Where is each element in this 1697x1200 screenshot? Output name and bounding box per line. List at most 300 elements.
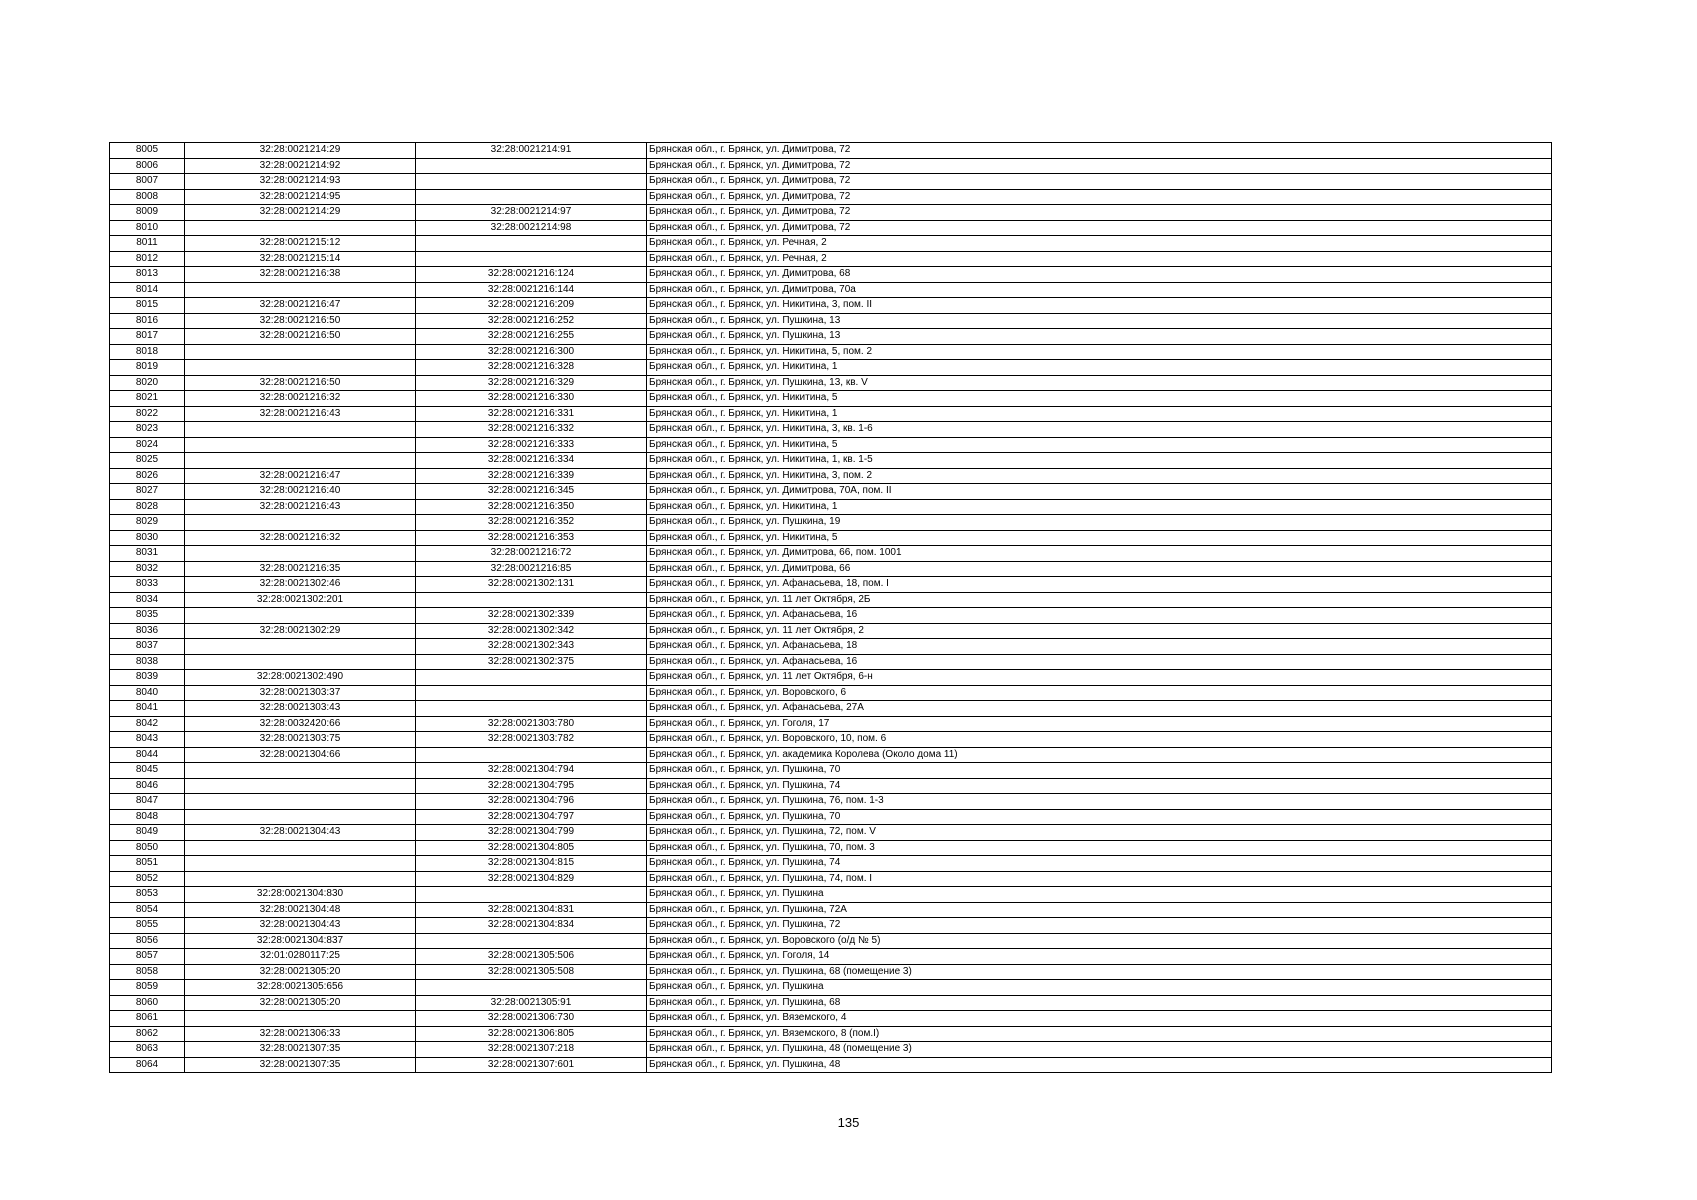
object-cadastral-number-cell (416, 158, 647, 174)
object-cadastral-number-cell: 32:28:0021304:805 (416, 840, 647, 856)
row-number-cell: 8015 (110, 298, 185, 314)
row-number-cell: 8030 (110, 530, 185, 546)
object-cadastral-number-cell: 32:28:0021216:332 (416, 422, 647, 438)
row-number-cell: 8007 (110, 174, 185, 190)
row-number-cell: 8013 (110, 267, 185, 283)
row-number-cell: 8057 (110, 949, 185, 965)
cadastral-number-cell: 32:28:0021214:95 (185, 189, 416, 205)
object-cadastral-number-cell: 32:28:0021214:98 (416, 220, 647, 236)
cadastral-number-cell: 32:28:0021216:32 (185, 530, 416, 546)
row-number-cell: 8051 (110, 856, 185, 872)
cadastral-number-cell: 32:28:0021305:20 (185, 995, 416, 1011)
row-number-cell: 8064 (110, 1057, 185, 1073)
address-cell: Брянская обл., г. Брянск, ул. 11 лет Октября, 2Б (647, 592, 1552, 608)
object-cadastral-number-cell: 32:28:0021216:85 (416, 561, 647, 577)
object-cadastral-number-cell: 32:28:0021304:831 (416, 902, 647, 918)
cadastral-number-cell (185, 778, 416, 794)
row-number-cell: 8042 (110, 716, 185, 732)
cadastral-number-cell (185, 840, 416, 856)
cadastral-number-cell (185, 763, 416, 779)
row-number-cell: 8031 (110, 546, 185, 562)
address-cell: Брянская обл., г. Брянск, ул. Пушкина, 70, пом. 3 (647, 840, 1552, 856)
address-cell: Брянская обл., г. Брянск, ул. Афанасьева, 18 (647, 639, 1552, 655)
row-number-cell: 8027 (110, 484, 185, 500)
address-cell: Брянская обл., г. Брянск, ул. Пушкина, 70 (647, 809, 1552, 825)
cadastral-number-cell: 32:28:0021304:43 (185, 918, 416, 934)
address-cell: Брянская обл., г. Брянск, ул. Пушкина, 48 (помещение 3) (647, 1042, 1552, 1058)
address-cell: Брянская обл., г. Брянск, ул. Речная, 2 (647, 236, 1552, 252)
row-number-cell: 8058 (110, 964, 185, 980)
address-cell: Брянская обл., г. Брянск, ул. Димитрова, 72 (647, 158, 1552, 174)
address-cell: Брянская обл., г. Брянск, ул. Никитина, 5 (647, 530, 1552, 546)
cadastral-number-cell (185, 220, 416, 236)
object-cadastral-number-cell: 32:28:0021216:328 (416, 360, 647, 376)
address-cell: Брянская обл., г. Брянск, ул. Гоголя, 17 (647, 716, 1552, 732)
table-row (110, 220, 1552, 236)
table-row (110, 391, 1552, 407)
row-number-cell: 8036 (110, 623, 185, 639)
object-cadastral-number-cell (416, 980, 647, 996)
table-row (110, 143, 1552, 159)
address-cell: Брянская обл., г. Брянск, ул. Пушкина (647, 980, 1552, 996)
row-number-cell: 8032 (110, 561, 185, 577)
object-cadastral-number-cell: 32:28:0021216:334 (416, 453, 647, 469)
row-number-cell: 8044 (110, 747, 185, 763)
object-cadastral-number-cell: 32:28:0021303:780 (416, 716, 647, 732)
cadastral-number-cell (185, 871, 416, 887)
cadastral-number-cell (185, 282, 416, 298)
table-row (110, 546, 1552, 562)
cadastral-number-cell (185, 546, 416, 562)
object-cadastral-number-cell: 32:28:0021305:91 (416, 995, 647, 1011)
object-cadastral-number-cell: 32:28:0021303:782 (416, 732, 647, 748)
address-cell: Брянская обл., г. Брянск, ул. Воровского, 10, пом. 6 (647, 732, 1552, 748)
object-cadastral-number-cell: 32:28:0021216:124 (416, 267, 647, 283)
cadastral-number-cell (185, 608, 416, 624)
table-row (110, 561, 1552, 577)
table-row (110, 205, 1552, 221)
cadastral-number-cell (185, 856, 416, 872)
row-number-cell: 8039 (110, 670, 185, 686)
object-cadastral-number-cell: 32:28:0021307:218 (416, 1042, 647, 1058)
table-row (110, 1011, 1552, 1027)
address-cell: Брянская обл., г. Брянск, ул. академика Королева (Около дома 11) (647, 747, 1552, 763)
object-cadastral-number-cell (416, 174, 647, 190)
address-cell: Брянская обл., г. Брянск, ул. Пушкина, 74, пом. I (647, 871, 1552, 887)
table-row (110, 809, 1552, 825)
row-number-cell: 8041 (110, 701, 185, 717)
table-row (110, 825, 1552, 841)
row-number-cell: 8024 (110, 437, 185, 453)
table-row (110, 360, 1552, 376)
object-cadastral-number-cell: 32:28:0021216:329 (416, 375, 647, 391)
row-number-cell: 8022 (110, 406, 185, 422)
cadastral-number-cell: 32:28:0021304:43 (185, 825, 416, 841)
table-row (110, 732, 1552, 748)
address-cell: Брянская обл., г. Брянск, ул. Пушкина, 74 (647, 778, 1552, 794)
object-cadastral-number-cell: 32:28:0021216:209 (416, 298, 647, 314)
row-number-cell: 8040 (110, 685, 185, 701)
cadastral-number-cell: 32:28:0021306:33 (185, 1026, 416, 1042)
object-cadastral-number-cell: 32:28:0021216:252 (416, 313, 647, 329)
address-cell: Брянская обл., г. Брянск, ул. 11 лет Октября, 2 (647, 623, 1552, 639)
cadastral-number-cell: 32:28:0021216:50 (185, 375, 416, 391)
table-row (110, 716, 1552, 732)
address-cell: Брянская обл., г. Брянск, ул. Пушкина, 76, пом. 1-3 (647, 794, 1552, 810)
table-row (110, 1042, 1552, 1058)
cadastral-number-cell: 32:28:0021303:75 (185, 732, 416, 748)
address-cell: Брянская обл., г. Брянск, ул. Пушкина, 13 (647, 329, 1552, 345)
object-cadastral-number-cell: 32:28:0021304:829 (416, 871, 647, 887)
table-row (110, 298, 1552, 314)
registry-table-body (110, 143, 1552, 1073)
row-number-cell: 8048 (110, 809, 185, 825)
row-number-cell: 8026 (110, 468, 185, 484)
address-cell: Брянская обл., г. Брянск, ул. Никитина, 5, пом. 2 (647, 344, 1552, 360)
address-cell: Брянская обл., г. Брянск, ул. Афанасьева, 16 (647, 608, 1552, 624)
table-row (110, 794, 1552, 810)
table-row (110, 499, 1552, 515)
table-row (110, 933, 1552, 949)
row-number-cell: 8023 (110, 422, 185, 438)
table-row (110, 251, 1552, 267)
row-number-cell: 8034 (110, 592, 185, 608)
address-cell: Брянская обл., г. Брянск, ул. Димитрова, 70а (647, 282, 1552, 298)
object-cadastral-number-cell: 32:28:0021304:797 (416, 809, 647, 825)
table-row (110, 174, 1552, 190)
object-cadastral-number-cell (416, 189, 647, 205)
address-cell: Брянская обл., г. Брянск, ул. Пушкина, 72А (647, 902, 1552, 918)
table-row (110, 747, 1552, 763)
address-cell: Брянская обл., г. Брянск, ул. Никитина, 1, кв. 1-5 (647, 453, 1552, 469)
table-row (110, 484, 1552, 500)
cadastral-number-cell (185, 515, 416, 531)
cadastral-number-cell: 32:28:0021216:50 (185, 313, 416, 329)
table-row (110, 778, 1552, 794)
object-cadastral-number-cell: 32:28:0021305:506 (416, 949, 647, 965)
table-row (110, 964, 1552, 980)
cadastral-number-cell: 32:28:0021216:32 (185, 391, 416, 407)
address-cell: Брянская обл., г. Брянск, ул. Пушкина, 13, кв. V (647, 375, 1552, 391)
table-row (110, 840, 1552, 856)
row-number-cell: 8009 (110, 205, 185, 221)
cadastral-number-cell: 32:28:0021215:12 (185, 236, 416, 252)
cadastral-number-cell (185, 344, 416, 360)
object-cadastral-number-cell: 32:28:0021302:342 (416, 623, 647, 639)
cadastral-number-cell: 32:28:0021216:40 (185, 484, 416, 500)
cadastral-number-cell: 32:28:0021214:93 (185, 174, 416, 190)
row-number-cell: 8019 (110, 360, 185, 376)
address-cell: Брянская обл., г. Брянск, ул. Пушкина, 13 (647, 313, 1552, 329)
object-cadastral-number-cell: 32:28:0021304:795 (416, 778, 647, 794)
table-row (110, 236, 1552, 252)
object-cadastral-number-cell: 32:28:0021302:131 (416, 577, 647, 593)
row-number-cell: 8061 (110, 1011, 185, 1027)
row-number-cell: 8018 (110, 344, 185, 360)
cadastral-number-cell: 32:28:0021304:66 (185, 747, 416, 763)
cadastral-number-cell: 32:28:0021302:29 (185, 623, 416, 639)
cadastral-number-cell: 32:28:0021216:43 (185, 499, 416, 515)
table-row (110, 453, 1552, 469)
object-cadastral-number-cell (416, 887, 647, 903)
address-cell: Брянская обл., г. Брянск, ул. Димитрова, 72 (647, 189, 1552, 205)
object-cadastral-number-cell: 32:28:0021216:331 (416, 406, 647, 422)
row-number-cell: 8020 (110, 375, 185, 391)
cadastral-number-cell: 32:28:0021302:201 (185, 592, 416, 608)
table-row (110, 856, 1552, 872)
cadastral-number-cell: 32:28:0021303:37 (185, 685, 416, 701)
table-row (110, 654, 1552, 670)
table-row (110, 158, 1552, 174)
address-cell: Брянская обл., г. Брянск, ул. Димитрова, 68 (647, 267, 1552, 283)
object-cadastral-number-cell: 32:28:0021216:255 (416, 329, 647, 345)
table-row (110, 437, 1552, 453)
table-row (110, 1026, 1552, 1042)
object-cadastral-number-cell: 32:28:0021216:144 (416, 282, 647, 298)
table-row (110, 980, 1552, 996)
row-number-cell: 8035 (110, 608, 185, 624)
object-cadastral-number-cell: 32:28:0021216:72 (416, 546, 647, 562)
cadastral-number-cell: 32:28:0021304:830 (185, 887, 416, 903)
cadastral-number-cell: 32:28:0032420:66 (185, 716, 416, 732)
address-cell: Брянская обл., г. Брянск, ул. Пушкина, 70 (647, 763, 1552, 779)
object-cadastral-number-cell: 32:28:0021304:794 (416, 763, 647, 779)
table-row (110, 592, 1552, 608)
cadastral-number-cell (185, 1011, 416, 1027)
object-cadastral-number-cell: 32:28:0021304:796 (416, 794, 647, 810)
row-number-cell: 8059 (110, 980, 185, 996)
row-number-cell: 8037 (110, 639, 185, 655)
row-number-cell: 8017 (110, 329, 185, 345)
table-row (110, 995, 1552, 1011)
address-cell: Брянская обл., г. Брянск, ул. Афанасьева, 18, пом. I (647, 577, 1552, 593)
address-cell: Брянская обл., г. Брянск, ул. Пушкина, 72 (647, 918, 1552, 934)
cadastral-number-cell (185, 360, 416, 376)
row-number-cell: 8028 (110, 499, 185, 515)
address-cell: Брянская обл., г. Брянск, ул. Пушкина, 48 (647, 1057, 1552, 1073)
address-cell: Брянская обл., г. Брянск, ул. Гоголя, 14 (647, 949, 1552, 965)
row-number-cell: 8049 (110, 825, 185, 841)
table-row (110, 267, 1552, 283)
table-row (110, 577, 1552, 593)
object-cadastral-number-cell: 32:28:0021302:339 (416, 608, 647, 624)
cadastral-number-cell: 32:28:0021216:35 (185, 561, 416, 577)
row-number-cell: 8050 (110, 840, 185, 856)
table-row (110, 313, 1552, 329)
object-cadastral-number-cell: 32:28:0021305:508 (416, 964, 647, 980)
address-cell: Брянская обл., г. Брянск, ул. Никитина, 3, пом. II (647, 298, 1552, 314)
object-cadastral-number-cell: 32:28:0021306:805 (416, 1026, 647, 1042)
address-cell: Брянская обл., г. Брянск, ул. Никитина, 5 (647, 437, 1552, 453)
address-cell: Брянская обл., г. Брянск, ул. Воровского (о/д № 5) (647, 933, 1552, 949)
cadastral-number-cell: 32:28:0021216:38 (185, 267, 416, 283)
table-row (110, 329, 1552, 345)
table-row (110, 1057, 1552, 1073)
cadastral-number-cell: 32:28:0021215:14 (185, 251, 416, 267)
address-cell: Брянская обл., г. Брянск, ул. Вяземского, 4 (647, 1011, 1552, 1027)
object-cadastral-number-cell: 32:28:0021304:834 (416, 918, 647, 934)
address-cell: Брянская обл., г. Брянск, ул. Димитрова, 66 (647, 561, 1552, 577)
object-cadastral-number-cell: 32:28:0021304:815 (416, 856, 647, 872)
row-number-cell: 8038 (110, 654, 185, 670)
table-row (110, 918, 1552, 934)
address-cell: Брянская обл., г. Брянск, ул. Никитина, 1 (647, 499, 1552, 515)
row-number-cell: 8047 (110, 794, 185, 810)
table-row (110, 515, 1552, 531)
address-cell: Брянская обл., г. Брянск, ул. Воровского, 6 (647, 685, 1552, 701)
table-row (110, 530, 1552, 546)
cadastral-number-cell: 32:28:0021303:43 (185, 701, 416, 717)
row-number-cell: 8052 (110, 871, 185, 887)
row-number-cell: 8010 (110, 220, 185, 236)
table-row (110, 608, 1552, 624)
cadastral-number-cell: 32:28:0021214:92 (185, 158, 416, 174)
cadastral-number-cell: 32:28:0021304:837 (185, 933, 416, 949)
table-row (110, 468, 1552, 484)
table-row (110, 949, 1552, 965)
cadastral-number-cell: 32:28:0021216:47 (185, 468, 416, 484)
cadastral-number-cell: 32:28:0021214:29 (185, 205, 416, 221)
object-cadastral-number-cell: 32:28:0021216:345 (416, 484, 647, 500)
object-cadastral-number-cell: 32:28:0021216:353 (416, 530, 647, 546)
table-row (110, 701, 1552, 717)
row-number-cell: 8005 (110, 143, 185, 159)
cadastral-number-cell: 32:28:0021216:50 (185, 329, 416, 345)
row-number-cell: 8045 (110, 763, 185, 779)
cadastral-number-cell (185, 809, 416, 825)
object-cadastral-number-cell (416, 747, 647, 763)
object-cadastral-number-cell: 32:28:0021214:91 (416, 143, 647, 159)
object-cadastral-number-cell (416, 670, 647, 686)
object-cadastral-number-cell: 32:28:0021216:330 (416, 391, 647, 407)
cadastral-number-cell: 32:28:0021307:35 (185, 1057, 416, 1073)
address-cell: Брянская обл., г. Брянск, ул. Никитина, 1 (647, 406, 1552, 422)
page-number: 135 (837, 1115, 860, 1130)
row-number-cell: 8055 (110, 918, 185, 934)
cadastral-number-cell: 32:28:0021216:43 (185, 406, 416, 422)
address-cell: Брянская обл., г. Брянск, ул. Пушкина, 72, пом. V (647, 825, 1552, 841)
object-cadastral-number-cell (416, 251, 647, 267)
address-cell: Брянская обл., г. Брянск, ул. Димитрова, 72 (647, 205, 1552, 221)
object-cadastral-number-cell: 32:28:0021216:333 (416, 437, 647, 453)
cadastral-number-cell: 32:28:0021304:48 (185, 902, 416, 918)
object-cadastral-number-cell (416, 701, 647, 717)
row-number-cell: 8063 (110, 1042, 185, 1058)
cadastral-number-cell: 32:28:0021302:46 (185, 577, 416, 593)
object-cadastral-number-cell: 32:28:0021214:97 (416, 205, 647, 221)
object-cadastral-number-cell: 32:28:0021302:375 (416, 654, 647, 670)
table-row (110, 375, 1552, 391)
object-cadastral-number-cell (416, 236, 647, 252)
cadastral-number-cell: 32:28:0021307:35 (185, 1042, 416, 1058)
row-number-cell: 8008 (110, 189, 185, 205)
row-number-cell: 8011 (110, 236, 185, 252)
table-row (110, 887, 1552, 903)
table-row (110, 422, 1552, 438)
address-cell: Брянская обл., г. Брянск, ул. Димитрова, 70А, пом. II (647, 484, 1552, 500)
cadastral-number-cell (185, 453, 416, 469)
table-row (110, 344, 1552, 360)
object-cadastral-number-cell: 32:28:0021304:799 (416, 825, 647, 841)
address-cell: Брянская обл., г. Брянск, ул. Речная, 2 (647, 251, 1552, 267)
address-cell: Брянская обл., г. Брянск, ул. Пушкина, 74 (647, 856, 1552, 872)
object-cadastral-number-cell: 32:28:0021307:601 (416, 1057, 647, 1073)
address-cell: Брянская обл., г. Брянск, ул. 11 лет Октября, 6-н (647, 670, 1552, 686)
table-row (110, 763, 1552, 779)
row-number-cell: 8053 (110, 887, 185, 903)
table-row (110, 670, 1552, 686)
address-cell: Брянская обл., г. Брянск, ул. Димитрова, 72 (647, 174, 1552, 190)
table-row (110, 406, 1552, 422)
address-cell: Брянская обл., г. Брянск, ул. Никитина, 5 (647, 391, 1552, 407)
row-number-cell: 8062 (110, 1026, 185, 1042)
row-number-cell: 8014 (110, 282, 185, 298)
address-cell: Брянская обл., г. Брянск, ул. Никитина, 3, кв. 1-6 (647, 422, 1552, 438)
object-cadastral-number-cell: 32:28:0021306:730 (416, 1011, 647, 1027)
object-cadastral-number-cell: 32:28:0021216:339 (416, 468, 647, 484)
object-cadastral-number-cell (416, 685, 647, 701)
table-row (110, 282, 1552, 298)
address-cell: Брянская обл., г. Брянск, ул. Пушкина, 68 (647, 995, 1552, 1011)
row-number-cell: 8060 (110, 995, 185, 1011)
address-cell: Брянская обл., г. Брянск, ул. Пушкина, 19 (647, 515, 1552, 531)
row-number-cell: 8056 (110, 933, 185, 949)
cadastral-number-cell: 32:28:0021214:29 (185, 143, 416, 159)
cadastral-number-cell (185, 639, 416, 655)
row-number-cell: 8054 (110, 902, 185, 918)
address-cell: Брянская обл., г. Брянск, ул. Никитина, 3, пом. 2 (647, 468, 1552, 484)
cadastral-number-cell: 32:28:0021216:47 (185, 298, 416, 314)
row-number-cell: 8046 (110, 778, 185, 794)
object-cadastral-number-cell: 32:28:0021216:352 (416, 515, 647, 531)
registry-table (109, 142, 1552, 1073)
row-number-cell: 8016 (110, 313, 185, 329)
cadastral-number-cell (185, 422, 416, 438)
table-row (110, 685, 1552, 701)
row-number-cell: 8029 (110, 515, 185, 531)
address-cell: Брянская обл., г. Брянск, ул. Димитрова, 72 (647, 143, 1552, 159)
address-cell: Брянская обл., г. Брянск, ул. Афанасьева, 27А (647, 701, 1552, 717)
cadastral-number-cell: 32:28:0021302:490 (185, 670, 416, 686)
object-cadastral-number-cell: 32:28:0021302:343 (416, 639, 647, 655)
object-cadastral-number-cell (416, 933, 647, 949)
row-number-cell: 8025 (110, 453, 185, 469)
row-number-cell: 8006 (110, 158, 185, 174)
row-number-cell: 8021 (110, 391, 185, 407)
object-cadastral-number-cell (416, 592, 647, 608)
address-cell: Брянская обл., г. Брянск, ул. Димитрова, 66, пом. 1001 (647, 546, 1552, 562)
cadastral-number-cell: 32:28:0021305:20 (185, 964, 416, 980)
cadastral-number-cell (185, 654, 416, 670)
object-cadastral-number-cell: 32:28:0021216:350 (416, 499, 647, 515)
cadastral-number-cell: 32:01:0280117:25 (185, 949, 416, 965)
row-number-cell: 8033 (110, 577, 185, 593)
address-cell: Брянская обл., г. Брянск, ул. Димитрова, 72 (647, 220, 1552, 236)
cadastral-number-cell (185, 794, 416, 810)
table-row (110, 902, 1552, 918)
table-row (110, 189, 1552, 205)
address-cell: Брянская обл., г. Брянск, ул. Пушкина (647, 887, 1552, 903)
table-row (110, 639, 1552, 655)
address-cell: Брянская обл., г. Брянск, ул. Вяземского, 8 (пом.I) (647, 1026, 1552, 1042)
address-cell: Брянская обл., г. Брянск, ул. Пушкина, 68 (помещение 3) (647, 964, 1552, 980)
row-number-cell: 8012 (110, 251, 185, 267)
row-number-cell: 8043 (110, 732, 185, 748)
cadastral-number-cell: 32:28:0021305:656 (185, 980, 416, 996)
address-cell: Брянская обл., г. Брянск, ул. Афанасьева, 16 (647, 654, 1552, 670)
object-cadastral-number-cell: 32:28:0021216:300 (416, 344, 647, 360)
table-row (110, 871, 1552, 887)
